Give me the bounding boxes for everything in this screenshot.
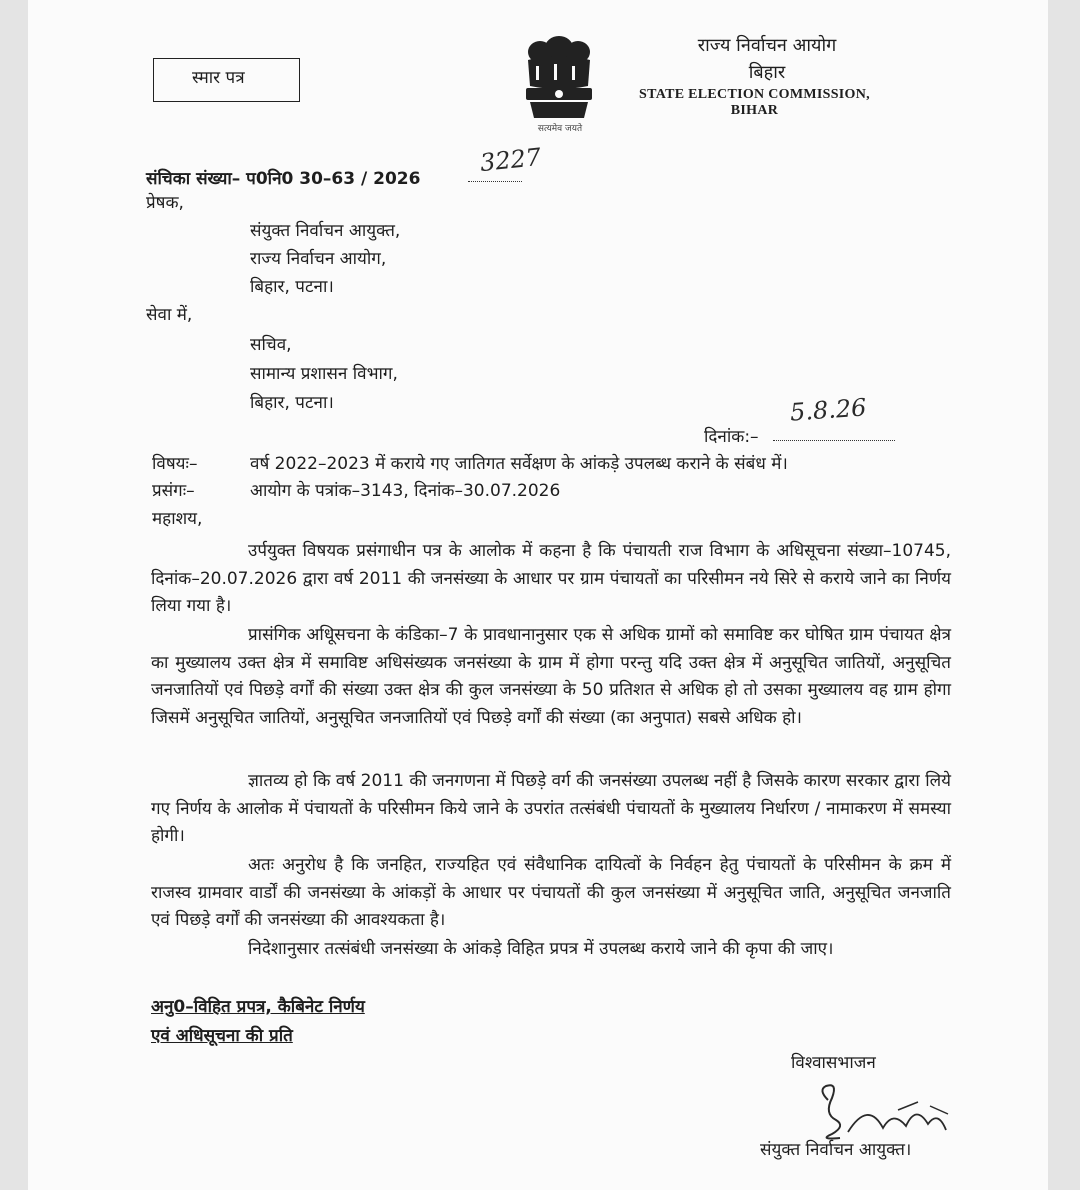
signatory-designation: संयुक्त निर्वाचन आयुक्त।: [760, 1140, 912, 1160]
sender-label: प्रेषक,: [146, 193, 184, 213]
file-number-handwritten: 3227: [478, 142, 543, 178]
subject-text: वर्ष 2022–2023 में कराये गए जातिगत सर्वेक्षण के आंकड़े उपलब्ध कराने के संबंध में।: [250, 454, 788, 474]
date-label: दिनांक:–: [704, 427, 759, 447]
sender-line-2: राज्य निर्वाचन आयोग,: [250, 249, 387, 269]
reference-text: आयोग के पत्रांक–3143, दिनांक–30.07.2026: [250, 481, 561, 501]
file-number-dotted-line: [468, 181, 522, 182]
recipient-line-3: बिहार, पटना।: [250, 393, 334, 413]
recipient-line-1: सचिव,: [250, 335, 292, 355]
enclosure-line-1: अनु0–विहित प्रपत्र, कैबिनेट निर्णय: [151, 997, 365, 1017]
salutation: महाशय,: [152, 509, 203, 529]
body-paragraph: अतः अनुरोध है कि जनहित, राज्यहित एवं संवैधानिक दायित्वों के निर्वहन हेतु पंचायतों के परिसीमन के क्रम में राजस्व ग्रामवार वार्डों की जनसंख्या के आंकड़ों के आधार पर पंचायतों की कुल जनसंख्या में अनुसूचित जाति, अनुसूचित जनजाति एवं पिछड़े वर्गों की जनसंख्या की आवश्यकता है।: [151, 855, 951, 931]
recipient-label: सेवा में,: [146, 305, 193, 325]
date-handwritten: 5.8.26: [789, 393, 868, 427]
header-hindi-title: राज्य निर्वाचन आयोग: [697, 35, 837, 56]
memo-label: स्मार पत्र: [192, 68, 245, 88]
file-number: संचिका संख्या– प0नि0 30–63 / 2026: [146, 169, 421, 189]
body-paragraph: प्रासंगिक अधिूसचना के कंडिका–7 के प्रावधानानुसार एक से अधिक ग्रामों को समाविष्ट कर घोषित ग्राम पंचायत क्षेत्र का मुख्यालय उक्त क्षेत्र में समाविष्ट अधिसंख्यक जनसंख्या के ग्राम में होगा परन्तु यदि उक्त क्षेत्र में अनुसूचित जातियों, अनुसूचित जनजातियों एवं पिछड़े वर्गों की संख्या उक्त क्षेत्र की कुल जनसंख्या के 50 प्रतिशत से अधिक हो तो उसका मुख्यालय वह ग्राम होगा जिसमें अनुसूचित जातियों, अनुसूचित जनजातियों एवं पिछड़े वर्गों की संख्या (का अनुपात) सबसे अधिक हो।: [151, 625, 951, 728]
date-dotted-line: [773, 440, 895, 441]
sender-line-3: बिहार, पटना।: [250, 277, 334, 297]
enclosure-line-2: एवं अधिसूचना की प्रति: [151, 1026, 293, 1046]
body-paragraph: निदेशानुसार तत्संबंधी जनसंख्या के आंकड़े विहित प्रपत्र में उपलब्ध कराये जाने की कृपा की जाए।: [248, 939, 834, 959]
header-english-title: STATE ELECTION COMMISSION,: [639, 87, 870, 102]
subject-label: विषयः–: [152, 454, 198, 474]
memo-label-box: [153, 58, 300, 102]
body-paragraph: ज्ञातव्य हो कि वर्ष 2011 की जनगणना में पिछड़े वर्ग की जनसंख्या उपलब्ध नहीं है जिसके कारण सरकार द्वारा लिये गए निर्णय के आलोक में पंचायतों के परिसीमन किये जाने के उपरांत तत्संबंधी पंचायतों के मुख्यालय निर्धारण / नामाकरण में समस्या होगी।: [151, 771, 951, 847]
recipient-line-2: सामान्य प्रशासन विभाग,: [250, 364, 398, 384]
header-english-state: BIHAR: [730, 103, 779, 118]
letter-page: [28, 0, 1048, 1190]
reference-label: प्रसंगः–: [152, 481, 195, 501]
header-hindi-state: बिहार: [748, 62, 786, 83]
closing-text: विश्वासभाजन: [791, 1053, 876, 1073]
body-paragraph: उर्पयुक्त विषयक प्रसंगाधीन पत्र के आलोक में कहना है कि पंचायती राज विभाग के अधिसूचना संख्या–10745, दिनांक–20.07.2026 द्वारा वर्ष 2011 की जनसंख्या के आधार पर ग्राम पंचायतों का परिसीमन नये सिरे से कराये जाने का निर्णय लिया गया है।: [151, 541, 951, 617]
sender-line-1: संयुक्त निर्वाचन आयुक्त,: [250, 221, 401, 241]
emblem-motto: सत्यमेव जयते: [537, 124, 583, 134]
